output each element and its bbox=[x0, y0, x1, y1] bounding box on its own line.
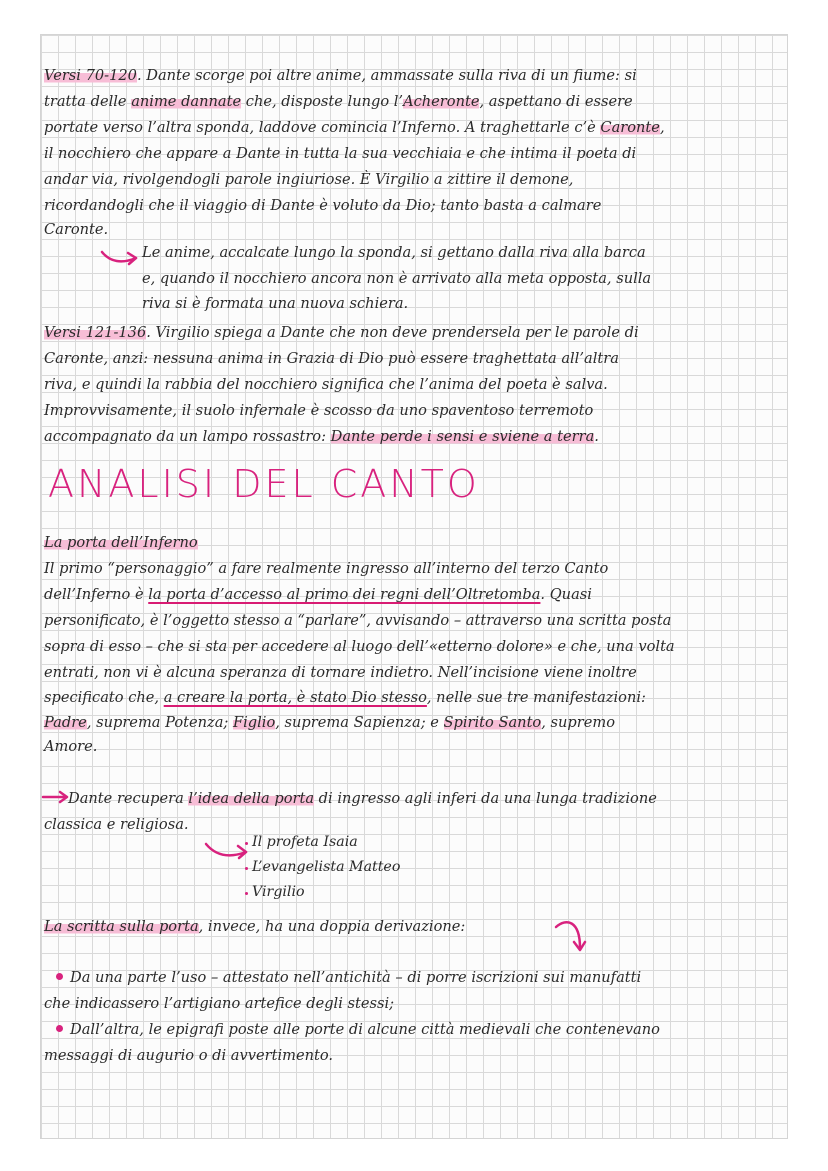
list-item: L’evangelista Matteo bbox=[252, 859, 401, 875]
highlight-idea-porta: l’idea della porta bbox=[188, 790, 315, 807]
list-item: Il profeta Isaia bbox=[252, 834, 358, 850]
highlight-dante-sviene: Dante perde i sensi e sviene a terra bbox=[330, 428, 595, 445]
curved-arrow-down-icon bbox=[554, 918, 588, 958]
highlight-caronte: Caronte bbox=[600, 119, 660, 136]
bullet-line: messaggi di augurio o di avvertimento. bbox=[44, 1047, 334, 1064]
paragraph-line: dell’Inferno è la porta d’accesso al primo dei regni dell’Oltretomba. Quasi bbox=[44, 586, 592, 603]
paragraph-line: Padre, suprema Potenza; Figlio, suprema Sapienza; e Spirito Santo, supremo bbox=[44, 714, 615, 731]
paragraph-line: portate verso l’altra sponda, laddove comincia l’Inferno. A traghettarle c’è Caronte, bbox=[44, 119, 665, 136]
paragraph-line: La scritta sulla porta, invece, ha una doppia derivazione: bbox=[44, 918, 466, 935]
paragraph-line: classica e religiosa. bbox=[44, 816, 189, 833]
paragraph-line: il nocchiero che appare a Dante in tutta la sua vecchiaia e che intima il poeta di bbox=[44, 145, 637, 162]
note-line: Le anime, accalcate lungo la sponda, si gettano dalla riva alla barca bbox=[142, 244, 646, 261]
paragraph-line: Caronte, anzi: nessuna anima in Grazia di Dio può essere traghettata all’altra bbox=[44, 350, 619, 367]
paragraph-line: sopra di esso – che si sta per accedere al luogo dell’«etterno dolore» e che, una volta bbox=[44, 638, 675, 655]
paragraph-line: tratta delle anime dannate che, disposte lungo l’Acheronte, aspettano di essere bbox=[44, 93, 633, 110]
highlight-anime-dannate: anime dannate bbox=[131, 93, 242, 110]
paragraph-line: riva, e quindi la rabbia del nocchiero significa che l’anima del poeta è salva. bbox=[44, 376, 608, 393]
verse-range-label: Versi 70-120 bbox=[44, 67, 137, 84]
highlight-figlio: Figlio bbox=[233, 714, 276, 731]
curved-arrow-icon bbox=[100, 246, 140, 270]
paragraph-line: personificato, è l’oggetto stesso a “parlare”, avvisando – attraverso una scritta posta bbox=[44, 612, 672, 629]
list-dot bbox=[245, 892, 248, 895]
list-dot bbox=[245, 842, 248, 845]
page-title: ANALISI DEL CANTO bbox=[48, 462, 480, 506]
bullet-line: Da una parte l’uso – attestato nell’antichità – di porre iscrizioni sui manufatti bbox=[70, 969, 642, 986]
highlight-spirito-santo: Spirito Santo bbox=[443, 714, 542, 731]
bullet-dot bbox=[56, 1025, 63, 1032]
paragraph-line: entrati, non vi è alcuna speranza di tornare indietro. Nell’incisione viene inoltre bbox=[44, 664, 637, 681]
subtitle bbox=[44, 530, 198, 556]
bullet-line: che indicassero l’artigiano artefice degli stessi; bbox=[44, 995, 395, 1012]
paragraph-versi-121-136-line-1: Versi 121-136. Virgilio spiega a Dante che non deve prendersela per le parole di bbox=[44, 324, 639, 341]
verse-range-label: Versi 121-136 bbox=[44, 324, 147, 341]
paragraph-versi-70-120-line-1: Versi 70-120. Dante scorge poi altre anime, ammassate sulla riva di un fiume: si bbox=[44, 67, 637, 84]
note-line: riva si è formata una nuova schiera. bbox=[142, 295, 409, 312]
paragraph-line: accompagnato da un lampo rossastro: Dante perde i sensi e sviene a terra. bbox=[44, 428, 599, 445]
bullet-line: Dall’altra, le epigrafi poste alle porte di alcune città medievali che contenevano bbox=[70, 1021, 660, 1038]
paragraph-line: ricordandogli che il viaggio di Dante è voluto da Dio; tanto basta a calmare bbox=[44, 197, 602, 214]
underline-porta-accesso: la porta d’accesso al primo dei regni dell’Oltretomba bbox=[148, 586, 541, 603]
paragraph-line: Amore. bbox=[44, 738, 98, 755]
bullet-dot bbox=[56, 973, 63, 980]
highlight-scritta-porta: La scritta sulla porta bbox=[44, 918, 199, 935]
paragraph-line: Improvvisamente, il suolo infernale è scosso da uno spaventoso terremoto bbox=[44, 402, 594, 419]
list-item: Virgilio bbox=[252, 884, 305, 900]
highlight-acheronte: Acheronte bbox=[403, 93, 480, 110]
paragraph-line: Il primo “personaggio” a fare realmente ingresso all’interno del terzo Canto bbox=[44, 560, 609, 577]
highlight-padre: Padre bbox=[44, 714, 87, 731]
paragraph-line: Caronte. bbox=[44, 221, 109, 238]
paragraph-line: Dante recupera l’idea della porta di ingresso agli inferi da una lunga tradizione bbox=[68, 790, 657, 807]
curved-arrow-icon bbox=[204, 838, 250, 864]
note-line: e, quando il nocchiero ancora non è arrivato alla meta opposta, sulla bbox=[142, 270, 652, 287]
subtitle-porta-inferno: La porta dell’Inferno bbox=[44, 534, 198, 551]
list-dot bbox=[245, 867, 248, 870]
underline-creare-porta: a creare la porta, è stato Dio stesso bbox=[163, 689, 427, 706]
arrow-right-icon bbox=[42, 790, 70, 804]
paragraph-line: specificato che, a creare la porta, è stato Dio stesso, nelle sue tre manifestazioni: bbox=[44, 689, 646, 706]
paragraph-line: andar via, rivolgendogli parole ingiuriose. È Virgilio a zittire il demone, bbox=[44, 171, 574, 188]
